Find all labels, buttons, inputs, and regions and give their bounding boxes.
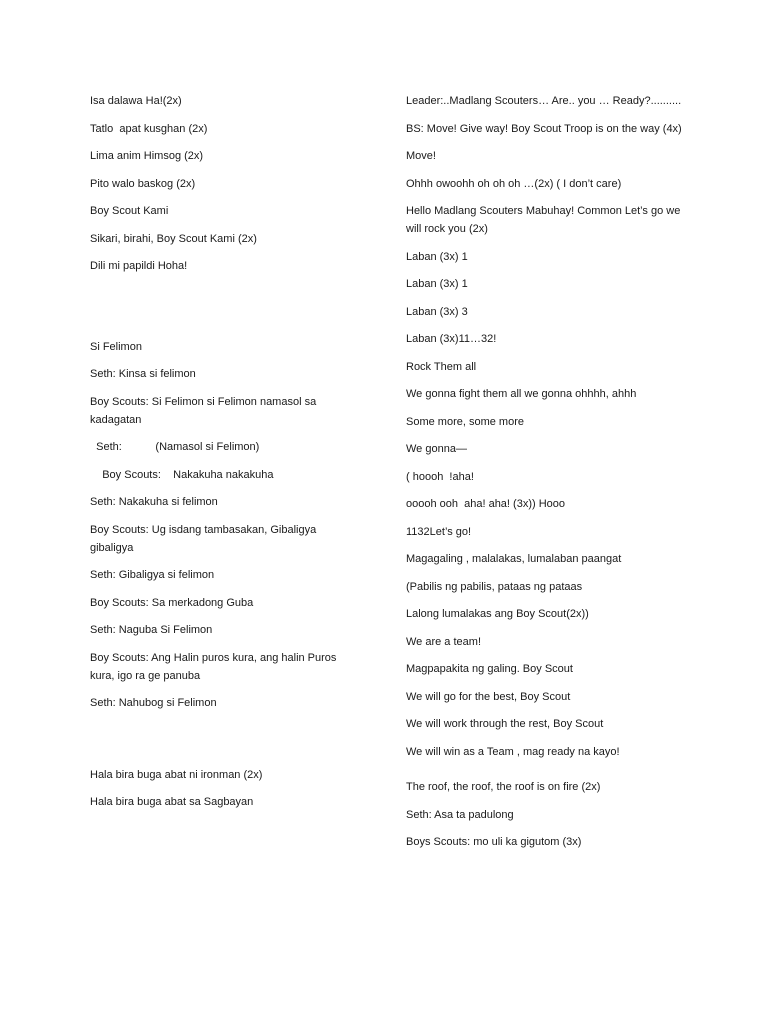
text-line: Magagaling , malalakas, lumalaban paangat bbox=[406, 553, 622, 565]
text-line: ( hoooh !aha! bbox=[406, 470, 474, 483]
text-line: Seth: Nakakuha si felimon bbox=[90, 496, 218, 508]
text-line: Laban (3x) 3 bbox=[406, 305, 468, 318]
text-line: Lima anim Himsog (2x) bbox=[90, 150, 204, 162]
text-line: We will work through the rest, Boy Scout bbox=[406, 718, 604, 730]
text-line: Some more, some more bbox=[406, 415, 524, 428]
text-line: Lalong lumalakas ang Boy Scout(2x)) bbox=[406, 608, 589, 620]
text-line: Tatlo apat kusghan (2x) bbox=[90, 122, 208, 135]
text-line: Hello Madlang Scouters Mabuhay! Common Let’s go we will rock you (2x) bbox=[406, 205, 681, 235]
text-line: Magpapakita ng galing. Boy Scout bbox=[406, 663, 573, 675]
text-line: Boy Scouts: Ug isdang tambasakan, Gibaligya gibaligya bbox=[90, 523, 317, 554]
text-line: Rock Them all bbox=[406, 360, 477, 373]
spacer bbox=[90, 722, 360, 766]
text-line: Boy Scouts: Si Felimon si Felimon namasol sa kadagatan bbox=[90, 395, 317, 426]
text-line: We will win as a Team , mag ready na kayo! bbox=[406, 745, 620, 758]
text-line: Ohhh owoohh oh oh oh …(2x) ( I don’t care) bbox=[406, 177, 622, 190]
text-line: Move! bbox=[406, 150, 436, 162]
spacer bbox=[406, 770, 686, 778]
text-line: Pito walo baskog (2x) bbox=[90, 177, 196, 190]
text-line: ooooh ooh aha! aha! (3x)) Hooo bbox=[406, 498, 566, 510]
text-line: Isa dalawa Ha!(2x) bbox=[90, 95, 182, 107]
chant-block-isa-dalawa bbox=[90, 92, 360, 275]
text-line: Sikari, birahi, Boy Scout Kami (2x) bbox=[90, 232, 257, 245]
text-line: Boys Scouts: mo uli ka gigutom (3x) bbox=[406, 836, 582, 848]
text-line: Si Felimon bbox=[90, 340, 142, 353]
text-line: Laban (3x) 1 bbox=[406, 250, 468, 263]
text-line: The roof, the roof, the roof is on fire (2x) bbox=[406, 781, 601, 793]
text-line: Seth: Gibaligya si felimon bbox=[90, 569, 215, 581]
text-line: Boy Scouts: Nakakuha nakakuha bbox=[90, 468, 274, 481]
chant-block-hala-bira bbox=[90, 766, 360, 812]
text-line: We will go for the best, Boy Scout bbox=[406, 690, 571, 703]
text-line: Laban (3x)11…32! bbox=[406, 333, 497, 345]
chant-block-felimon bbox=[90, 338, 360, 713]
right-column bbox=[406, 92, 686, 861]
text-line: BS: Move! Give way! Boy Scout Troop is on the way (4x) bbox=[406, 122, 682, 135]
text-line: 1132Let’s go! bbox=[406, 525, 472, 538]
text-line: Leader:..Madlang Scouters… Are.. you … Ready?.......... bbox=[406, 95, 682, 107]
text-line: Boy Scouts: Ang Halin puros kura, ang halin Puros kura, igo ra ge panuba bbox=[90, 651, 337, 682]
text-line: Hala bira buga abat sa Sagbayan bbox=[90, 796, 254, 808]
text-line: Hala bira buga abat ni ironman (2x) bbox=[90, 768, 263, 781]
text-line: Seth: Kinsa si felimon bbox=[90, 368, 196, 380]
spacer bbox=[90, 285, 360, 338]
text-line: (Pabilis ng pabilis, pataas ng pataas bbox=[406, 580, 583, 593]
text-line: Seth: Naguba Si Felimon bbox=[90, 624, 213, 636]
text-line: Seth: Asa ta padulong bbox=[406, 808, 514, 821]
text-line: We are a team! bbox=[406, 635, 481, 648]
chant-block-madlang-scouters bbox=[406, 92, 686, 761]
text-line: We gonna fight them all we gonna ohhhh, ahhh bbox=[406, 388, 637, 400]
text-line: Seth: Nahubog si Felimon bbox=[90, 697, 217, 709]
text-line: Boy Scout Kami bbox=[90, 205, 169, 217]
text-line: We gonna— bbox=[406, 443, 467, 455]
text-line: Laban (3x) 1 bbox=[406, 278, 468, 290]
left-column bbox=[90, 92, 360, 821]
chant-block-the-roof bbox=[406, 778, 686, 851]
text-line: Seth: (Namasol si Felimon) bbox=[90, 441, 260, 453]
text-line: Dili mi papildi Hoha! bbox=[90, 260, 188, 272]
text-line: Boy Scouts: Sa merkadong Guba bbox=[90, 596, 254, 609]
